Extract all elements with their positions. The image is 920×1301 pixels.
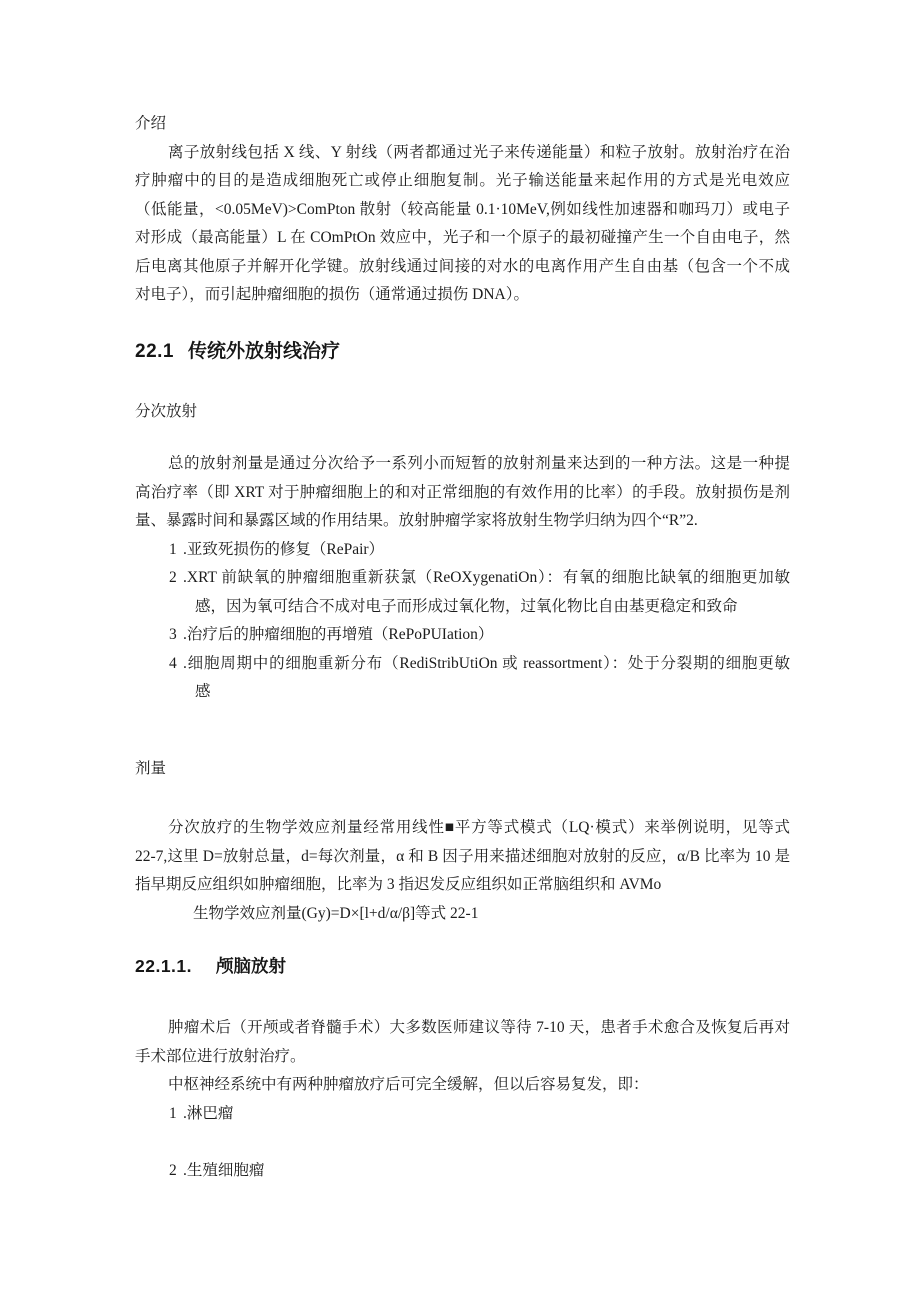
list-number: 2 xyxy=(169,569,177,586)
section-number: 22.1 xyxy=(135,340,174,362)
list-text: .淋巴瘤 xyxy=(183,1104,234,1122)
cranial-line: 手术部位进行放射治疗。 xyxy=(135,1047,306,1065)
list-item-line xyxy=(135,536,790,565)
fractionation-line: 总的放射剂量是通过分次给予一系列小而短暂的放射剂量来达到的一种方法。这是一种提 xyxy=(168,455,790,472)
list-number: 1 xyxy=(169,540,177,558)
intro-line: 对形成（最高能量）L 在 COmPtOn 效应中，光子和一个原子的最初碰撞产生一个自由电子，然 xyxy=(135,229,790,246)
list-item-line xyxy=(135,1100,790,1129)
intro-line: 疗肿瘤中的目的是造成细胞死亡或停止细胞复制。光子输送能量来起作用的方式是光电效应 xyxy=(135,172,790,189)
fractionation-line: 高治疗率（即 XRT 对于肿瘤细胞上的和对正常细胞的有效作用的比率）的手段。放射损伤是剂 xyxy=(135,483,790,501)
section-heading-22-1 xyxy=(135,337,790,367)
list-number: 3 xyxy=(169,626,177,643)
dose-line: 指早期反应组织如肿瘤细胞，比率为 3 指迟发反应组织如正常脑组织和 AVMo xyxy=(135,876,662,893)
dose-line: 22-7,这里 D=放射总量，d=每次剂量，α 和 B 因子用来描述细胞对放射的反应，α/B 比率为 10 是 xyxy=(135,847,790,865)
section-heading-22-1-1 xyxy=(135,951,790,981)
section-title: 颅脑放射 xyxy=(216,956,287,976)
list-text: .亚致死损伤的修复（RePair） xyxy=(183,540,385,558)
list-text: .治疗后的肿瘤细胞的再增殖（RePoPUIation） xyxy=(183,626,494,643)
dose-heading: 剂量 xyxy=(135,759,167,777)
list-text: .细胞周期中的细胞重新分布（RediStribUtiOn 或 reassortment）：处于分裂期的细胞更敏 xyxy=(183,654,790,672)
list-item-line xyxy=(135,650,790,679)
list-item-line: 感，因为氧可结合不成对电子而形成过氧化物，过氧化物比自由基更稳定和致命 xyxy=(195,597,738,615)
list-text: .XRT 前缺氧的肿瘤细胞重新获氯（ReOXygenatiOn）：有氧的细胞比缺氧的细胞更加敏 xyxy=(183,569,790,586)
list-item-line xyxy=(135,1157,790,1186)
list-item-line xyxy=(135,564,790,593)
equation-line: 生物学效应剂量(Gy)=D×[l+d/α/β]等式 22-1 xyxy=(193,904,479,922)
cranial-line: 中枢神经系统中有两种肿瘤放疗后可完全缓解，但以后容易复发，即： xyxy=(168,1076,649,1093)
list-item-line xyxy=(135,621,790,650)
list-number: 1 xyxy=(169,1104,177,1122)
dose-line: 分次放疗的生物学效应剂量经常用线性■平方等式模式（LQ·模式）来举例说明，见等式 xyxy=(168,819,790,836)
section-number: 22.1.1. xyxy=(135,956,193,976)
intro-line: 后电离其他原子并解开化学键。放射线通过间接的对水的电离作用产生自由基（包含一个不成 xyxy=(135,257,790,275)
cranial-line: 肿瘤术后（开颅或者脊髓手术）大多数医师建议等待 7-10 天，患者手术愈合及恢复后再对 xyxy=(168,1019,790,1036)
fractionation-heading: 分次放射 xyxy=(135,402,198,420)
fractionation-line: 量、暴露时间和暴露区域的作用结果。放射肿瘤学家将放射生物学归纳为四个“R”2. xyxy=(135,512,698,529)
intro-line: 离子放射线包括 X 线、Y 射线（两者都通过光子来传递能量）和粒子放射。放射治疗在治 xyxy=(168,143,790,161)
intro-line: （低能量，<0.05MeV)>ComPton 散射（较高能量 0.1·10MeV,例如线性加速器和咖玛刀）或电子 xyxy=(135,200,790,218)
list-text: .生殖细胞瘤 xyxy=(183,1162,265,1179)
list-number: 2 xyxy=(169,1162,177,1179)
list-number: 4 xyxy=(169,654,177,672)
section-title: 传统外放射线治疗 xyxy=(187,340,340,362)
list-item-line: 感 xyxy=(195,683,211,700)
intro-line: 对电子），而引起肿瘤细胞的损伤（通常通过损伤 DNA）。 xyxy=(135,286,529,303)
intro-heading: 介绍 xyxy=(135,115,167,132)
